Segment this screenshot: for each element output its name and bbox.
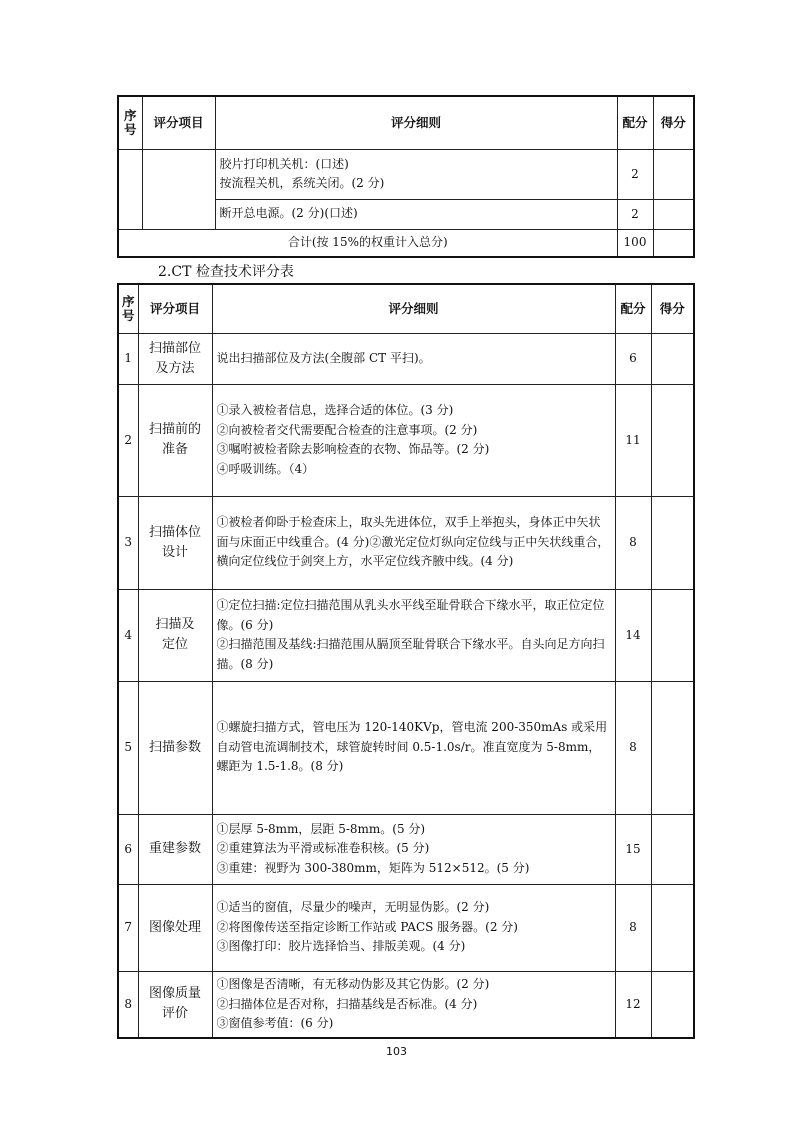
header-got: 得分 xyxy=(651,284,694,333)
header-seq: 序号 xyxy=(118,96,142,149)
points-cell: 11 xyxy=(615,384,651,496)
ct-scoring-table xyxy=(117,283,695,1039)
item-cell: 扫描体位 设计 xyxy=(138,496,212,589)
header-got: 得分 xyxy=(653,96,694,149)
scoring-table-continued xyxy=(117,95,695,258)
points-cell: 6 xyxy=(615,333,651,384)
table-row xyxy=(118,681,694,814)
detail-cell: 说出扫描部位及方法(全腹部 CT 平扫)。 xyxy=(212,333,615,384)
item-cell: 图像处理 xyxy=(138,884,212,971)
table-header-row xyxy=(118,284,694,333)
page-number: 103 xyxy=(386,1045,407,1058)
seq-cell xyxy=(118,149,142,229)
header-detail: 评分细则 xyxy=(212,284,615,333)
item-cell: 图像质量 评价 xyxy=(138,971,212,1038)
table-row xyxy=(118,814,694,884)
header-points: 配分 xyxy=(615,284,651,333)
points-cell: 8 xyxy=(615,884,651,971)
total-got-cell[interactable] xyxy=(653,229,694,257)
total-row xyxy=(118,229,694,257)
item-cell: 扫描前的 准备 xyxy=(138,384,212,496)
table-row xyxy=(118,149,694,199)
total-points: 100 xyxy=(617,229,653,257)
detail-cell: ①螺旋扫描方式，管电压为 120-140KVp，管电流 200-350mAs 或采用自动管电流调制技术，球管旋转时间 0.5-1.0s/r。准直宽度为 5-8mm，螺距为 1.5-1.8。(8 分) xyxy=(212,681,615,814)
header-item: 评分项目 xyxy=(138,284,212,333)
detail-cell: 断开总电源。(2 分)(口述) xyxy=(215,199,617,229)
section-title: 2.CT 检查技术评分表 xyxy=(158,264,294,280)
seq-cell: 8 xyxy=(118,971,138,1038)
seq-cell: 1 xyxy=(118,333,138,384)
table-row xyxy=(118,589,694,681)
got-cell[interactable] xyxy=(651,681,694,814)
detail-cell: ①适当的窗值，尽量少的噪声，无明显伪影。(2 分) ②将图像传送至指定诊断工作站或 PACS 服务器。(2 分) ③图像打印：胶片选择恰当、排版美观。(4 分) xyxy=(212,884,615,971)
got-cell[interactable] xyxy=(651,884,694,971)
got-cell[interactable] xyxy=(653,199,694,229)
item-cell: 重建参数 xyxy=(138,814,212,884)
header-detail: 评分细则 xyxy=(215,96,617,149)
detail-cell: 胶片打印机关机：(口述) 按流程关机，系统关闭。(2 分) xyxy=(215,149,617,199)
points-cell: 2 xyxy=(617,199,653,229)
got-cell[interactable] xyxy=(653,149,694,199)
total-label: 合计(按 15%的权重计入总分) xyxy=(118,229,617,257)
got-cell[interactable] xyxy=(651,333,694,384)
got-cell[interactable] xyxy=(651,814,694,884)
header-seq: 序号 xyxy=(118,284,138,333)
seq-cell: 7 xyxy=(118,884,138,971)
detail-cell: ①录入被检者信息，选择合适的体位。(3 分) ②向被检者交代需要配合检查的注意事项。(2 分) ③嘱咐被检者除去影响检查的衣物、饰品等。(2 分) ④呼吸训练。（4） xyxy=(212,384,615,496)
table-row xyxy=(118,496,694,589)
item-cell: 扫描及 定位 xyxy=(138,589,212,681)
seq-cell: 5 xyxy=(118,681,138,814)
got-cell[interactable] xyxy=(651,384,694,496)
seq-cell: 2 xyxy=(118,384,138,496)
table-row xyxy=(118,884,694,971)
header-item: 评分项目 xyxy=(142,96,215,149)
detail-cell: ①层厚 5-8mm，层距 5-8mm。(5 分) ②重建算法为平滑或标准卷积核。(5 分) ③重建：视野为 300-380mm，矩阵为 512×512。(5 分) xyxy=(212,814,615,884)
table-row xyxy=(118,971,694,1038)
table-row xyxy=(118,384,694,496)
detail-cell: ①定位扫描:定位扫描范围从乳头水平线至耻骨联合下缘水平，取正位定位像。(6 分) ②扫描范围及基线:扫描范围从膈顶至耻骨联合下缘水平。自头向足方向扫描。(8 分) xyxy=(212,589,615,681)
points-cell: 14 xyxy=(615,589,651,681)
table-header-row xyxy=(118,96,694,149)
seq-cell: 3 xyxy=(118,496,138,589)
got-cell[interactable] xyxy=(651,971,694,1038)
points-cell: 8 xyxy=(615,681,651,814)
detail-cell: ①图像是否清晰，有无移动伪影及其它伪影。(2 分) ②扫描体位是否对称，扫描基线是否标准。(4 分) ③窗值参考值：(6 分) xyxy=(212,971,615,1038)
seq-cell: 4 xyxy=(118,589,138,681)
header-points: 配分 xyxy=(617,96,653,149)
points-cell: 8 xyxy=(615,496,651,589)
points-cell: 12 xyxy=(615,971,651,1038)
item-cell: 扫描参数 xyxy=(138,681,212,814)
points-cell: 2 xyxy=(617,149,653,199)
got-cell[interactable] xyxy=(651,496,694,589)
item-cell: 扫描部位 及方法 xyxy=(138,333,212,384)
item-cell xyxy=(142,149,215,229)
got-cell[interactable] xyxy=(651,589,694,681)
seq-cell: 6 xyxy=(118,814,138,884)
points-cell: 15 xyxy=(615,814,651,884)
detail-cell: ①被检者仰卧于检查床上，取头先进体位，双手上举抱头，身体正中矢状面与床面正中线重合。(4 分)②激光定位灯纵向定位线与正中矢状线重合，横向定位线位于剑突上方，水平定位线齐腋中线。(4 分) xyxy=(212,496,615,589)
table-row xyxy=(118,333,694,384)
